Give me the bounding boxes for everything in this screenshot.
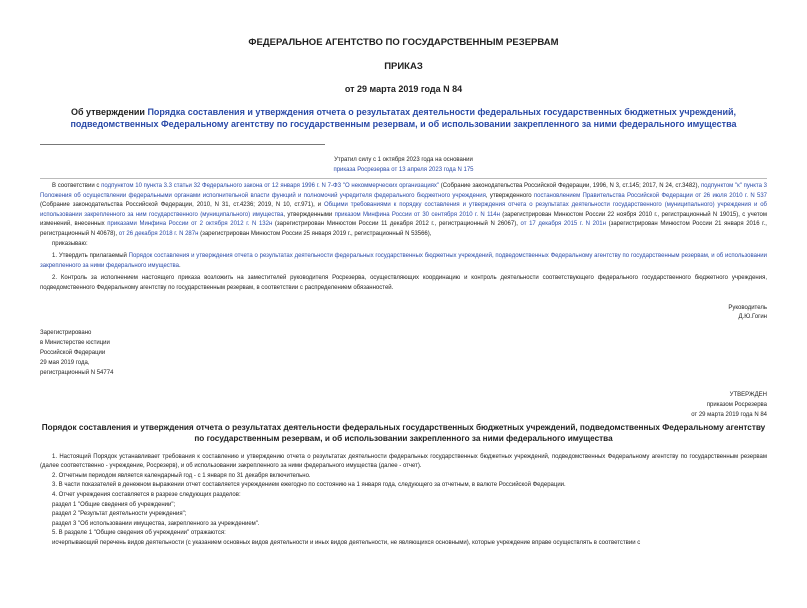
- approval-line: УТВЕРЖДЕН: [729, 391, 767, 398]
- text: (зарегистрирован Минюстом России 11 декабря 2012 г., регистрационный N 26067),: [272, 221, 521, 228]
- registration-line: 29 мая 2019 года,: [40, 359, 90, 366]
- approval-block: [40, 390, 767, 420]
- text: .: [179, 262, 181, 269]
- procedure-item-1: 1. Настоящий Порядок устанавливает требования к составлению и утверждению отчета о результатах деятельности федеральных государственных бюджетных учреждений, подведомственных Федеральному агентству по государственным резервам (далее соответственно - учреждение, Росрезерв), и об использовании закрепленного за ними федерального имущества (далее - отчет).: [40, 453, 767, 470]
- title-procedure-link[interactable]: Порядка составления и утверждения отчета о результатах деятельности федеральных государственных бюджетных учреждений, подведомственных Федеральному агентству по государственным резервам, и об использовании закрепленного за ними федерального имущества: [70, 107, 737, 129]
- approval-line: приказом Росрезерва: [706, 401, 767, 408]
- signature-role: Руководитель: [728, 304, 767, 311]
- text: В соответствии с: [52, 183, 102, 189]
- registration-line: Зарегистрировано: [40, 329, 92, 336]
- item-1-paragraph: [40, 252, 767, 271]
- registration-line: Российской Федерации: [40, 349, 106, 356]
- divider: [40, 144, 325, 145]
- procedure-item-5: 5. В разделе 1 "Общие сведения об учреждении" отражаются:: [52, 530, 226, 537]
- preamble-paragraph: [40, 182, 767, 240]
- section-2-line: раздел 2 "Результат деятельности учреждения";: [52, 511, 187, 518]
- lost-force-text: Утратил силу с 1 октября 2023 года на основании: [334, 157, 473, 163]
- minfin-orders-link[interactable]: приказами Минфина России от 2 октября 2012 г. N 132н: [107, 221, 273, 228]
- section-3-line: раздел 3 "Об использовании имущества, закрепленного за учреждением".: [52, 520, 260, 527]
- text: (зарегистрирован Минюстом России 25 января 2019 г., регистрационный N 53566),: [198, 230, 432, 237]
- divider: [40, 178, 767, 179]
- minfin-order-link[interactable]: приказом Минфина России от 30 сентября 2010 г. N 114н: [334, 211, 500, 218]
- registration-line: регистрационный N 54774: [40, 369, 114, 376]
- order-2018-link[interactable]: от 26 декабря 2018 г. N 287н: [118, 230, 199, 237]
- requirements-link[interactable]: Общими требованиями к порядку составления и утверждения отчета о результатах деятельности государственного (муниципального) учреждения и об использовании закрепленного за ним государственного (муниципального) имущества: [40, 202, 767, 218]
- text: (зарегистрирован Минюстом России 22 ноября 2010 г., регистрационный N 19015), с учетом изменений, внесенных: [40, 211, 768, 228]
- lost-force-note: [40, 155, 767, 175]
- law-link[interactable]: подпунктом 10 пункта 3.3 статьи 32 Федерального закона от 12 января 1996 г. N 7-ФЗ "О некоммерческих организациях": [101, 183, 440, 189]
- lost-force-link[interactable]: приказа Росрезерва от 13 апреля 2023 года N 175: [333, 167, 474, 173]
- regulation-link[interactable]: подпунктом "к" пункта 3 Положения об осуществлении федеральными органами исполнительной власти функций и полномочий учредителя федерального бюджетного учреждения: [40, 183, 768, 199]
- document-type: ПРИКАЗ: [384, 61, 423, 72]
- procedure-link[interactable]: Порядок составления и утверждения отчета о результатах деятельности федеральных государственных бюджетных учреждений, подведомственных Федеральному агентству по государственным резервам, и об использовании закрепленного за ними федерального имущества: [40, 253, 767, 269]
- procedure-title: Порядок составления и утверждения отчета о результатах деятельности федеральных государственных бюджетных учреждений, подведомственных Федеральному агентству по государственным резервам, и об использовании закрепленного за ними федерального имущества: [41, 422, 766, 444]
- agency-name: ФЕДЕРАЛЬНОЕ АГЕНТСТВО ПО ГОСУДАРСТВЕННЫМ РЕЗЕРВАМ: [248, 37, 559, 48]
- document-title: [40, 106, 767, 130]
- procedure-item-6: исчерпывающий перечень видов деятельности (с указанием основных видов деятельности и иных видов деятельности, не являющихся основными), которые учреждение вправе осуществлять в соответствии с: [52, 539, 641, 546]
- resolution-link[interactable]: постановлением Правительства Российской Федерации от 26 июля 2010 г. N 537: [533, 192, 767, 199]
- document-page: [0, 37, 807, 608]
- signature-name: Д.Ю.Гогин: [738, 313, 767, 320]
- section-1-line: раздел 1 "Общие сведения об учреждении";: [52, 501, 176, 508]
- title-prefix: Об утверждении: [70, 107, 148, 117]
- text: (Собрание законодательства Российской Федерации, 1996, N 3, ст.145; 2017, N 24, ст.3482),: [439, 183, 701, 189]
- approval-line: от 29 марта 2019 года N 84: [691, 411, 767, 418]
- procedure-item-4: 4. Отчет учреждения составляется в разрезе следующих разделов:: [52, 491, 241, 498]
- text: (Собрание законодательства Российской Федерации, 2010, N 31, ст.4236; 2019, N 10, ст.971), и: [40, 202, 324, 209]
- text: 1. Утвердить прилагаемый: [52, 253, 129, 260]
- registration-block: [40, 328, 767, 378]
- registration-line: в Министерстве юстиции: [40, 339, 110, 346]
- order-verb: приказываю:: [52, 240, 88, 247]
- text: (зарегистрирован Минюстом России 21 января 2016 г., регистрационный N 40678),: [40, 221, 767, 237]
- procedure-item-2: 2. Отчетным периодом является календарный год - с 1 января по 31 декабря включительно.: [52, 472, 311, 479]
- document-date: от 29 марта 2019 года N 84: [344, 84, 463, 94]
- text: , утвержденного: [485, 192, 534, 199]
- text: , утвержденными: [283, 211, 335, 218]
- order-2015-link[interactable]: от 17 декабря 2015 г. N 201н: [520, 221, 606, 228]
- item-2-paragraph: 2. Контроль за исполнением настоящего приказа возложить на заместителей руководителя Росрезерва, осуществляющих координацию и контроль деятельности соответствующего федерального государственного бюджетного учреждения, подведомственного Федеральному агентству по государственным резервам, в соответствии с распределением обязанностей.: [40, 275, 767, 291]
- procedure-item-3: 3. В части показателей в денежном выражении отчет составляется учреждением ежегодно по состоянию на 1 января года, следующего за отчетным, в валюте Российской Федерации.: [52, 482, 566, 489]
